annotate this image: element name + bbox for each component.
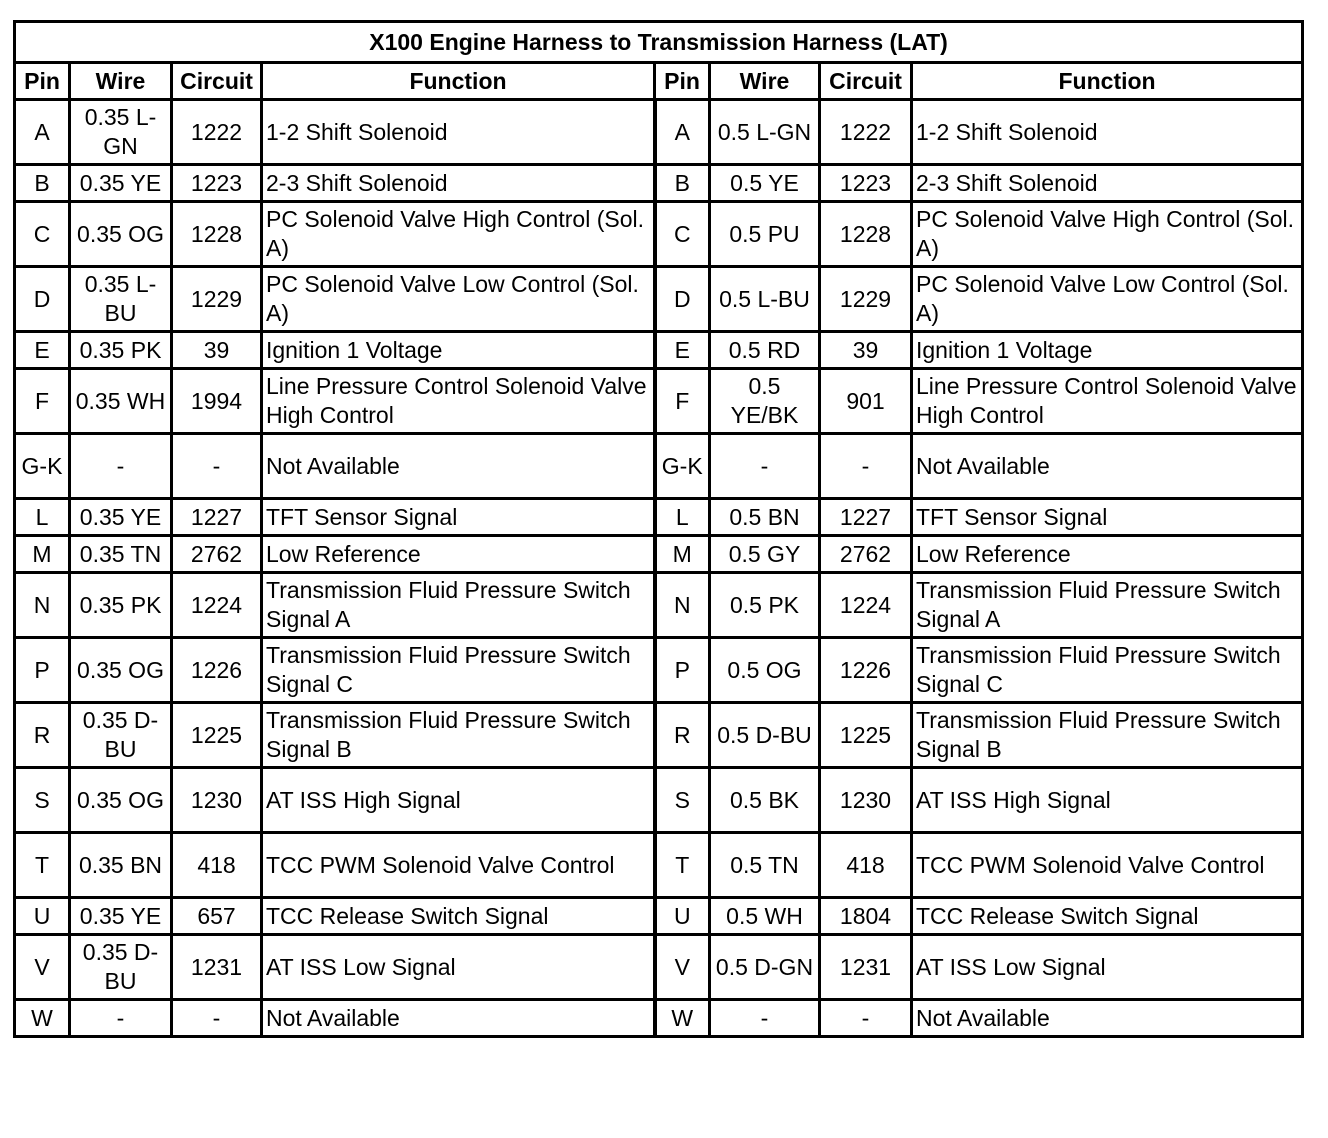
- header-circuit-left: Circuit: [172, 63, 262, 100]
- cell-wire-left: 0.35 OG: [70, 202, 172, 267]
- cell-circuit-left: 1229: [172, 267, 262, 332]
- cell-circuit-left: 1225: [172, 703, 262, 768]
- cell-pin-left: P: [15, 638, 70, 703]
- cell-pin-right: U: [655, 898, 710, 935]
- cell-circuit-left: -: [172, 434, 262, 499]
- cell-wire-left: 0.35 D-BU: [70, 935, 172, 1000]
- cell-pin-left: D: [15, 267, 70, 332]
- cell-function-left: TCC Release Switch Signal: [262, 898, 655, 935]
- cell-wire-right: 0.5 L-BU: [710, 267, 820, 332]
- cell-function-left: Transmission Fluid Pressure Switch Signal C: [262, 638, 655, 703]
- cell-pin-right: F: [655, 369, 710, 434]
- table-row: [15, 768, 1303, 833]
- cell-wire-left: 0.35 PK: [70, 332, 172, 369]
- cell-pin-right: T: [655, 833, 710, 898]
- cell-pin-left: N: [15, 573, 70, 638]
- cell-pin-left: A: [15, 100, 70, 165]
- table-row: [15, 499, 1303, 536]
- cell-function-right: Transmission Fluid Pressure Switch Signal A: [912, 573, 1303, 638]
- cell-pin-right: C: [655, 202, 710, 267]
- cell-circuit-left: 39: [172, 332, 262, 369]
- cell-circuit-left: 418: [172, 833, 262, 898]
- cell-wire-right: 0.5 L-GN: [710, 100, 820, 165]
- cell-wire-right: 0.5 YE/BK: [710, 369, 820, 434]
- cell-wire-left: 0.35 OG: [70, 638, 172, 703]
- cell-pin-left: V: [15, 935, 70, 1000]
- cell-function-left: Ignition 1 Voltage: [262, 332, 655, 369]
- cell-wire-left: 0.35 OG: [70, 768, 172, 833]
- table-row: [15, 202, 1303, 267]
- cell-circuit-left: 1223: [172, 165, 262, 202]
- cell-function-right: PC Solenoid Valve High Control (Sol. A): [912, 202, 1303, 267]
- cell-circuit-right: 1227: [820, 499, 912, 536]
- cell-wire-left: 0.35 YE: [70, 898, 172, 935]
- cell-function-left: Low Reference: [262, 536, 655, 573]
- header-function-left: Function: [262, 63, 655, 100]
- cell-wire-right: 0.5 RD: [710, 332, 820, 369]
- cell-function-right: PC Solenoid Valve Low Control (Sol. A): [912, 267, 1303, 332]
- cell-circuit-right: -: [820, 434, 912, 499]
- cell-wire-left: 0.35 TN: [70, 536, 172, 573]
- cell-function-left: 2-3 Shift Solenoid: [262, 165, 655, 202]
- cell-pin-left: T: [15, 833, 70, 898]
- cell-circuit-right: 2762: [820, 536, 912, 573]
- cell-function-right: 1-2 Shift Solenoid: [912, 100, 1303, 165]
- cell-wire-left: 0.35 YE: [70, 165, 172, 202]
- cell-function-left: AT ISS Low Signal: [262, 935, 655, 1000]
- table-row: [15, 332, 1303, 369]
- table-row: [15, 703, 1303, 768]
- cell-wire-right: 0.5 BK: [710, 768, 820, 833]
- cell-function-right: AT ISS Low Signal: [912, 935, 1303, 1000]
- cell-wire-right: 0.5 BN: [710, 499, 820, 536]
- cell-function-right: TCC Release Switch Signal: [912, 898, 1303, 935]
- header-pin-right: Pin: [655, 63, 710, 100]
- header-wire-left: Wire: [70, 63, 172, 100]
- header-wire-right: Wire: [710, 63, 820, 100]
- cell-pin-right: M: [655, 536, 710, 573]
- table-row: [15, 935, 1303, 1000]
- cell-wire-right: 0.5 GY: [710, 536, 820, 573]
- cell-function-right: 2-3 Shift Solenoid: [912, 165, 1303, 202]
- cell-circuit-left: 1222: [172, 100, 262, 165]
- cell-wire-left: 0.35 D-BU: [70, 703, 172, 768]
- table-row: [15, 536, 1303, 573]
- table-row: [15, 165, 1303, 202]
- cell-circuit-left: 2762: [172, 536, 262, 573]
- cell-function-left: TCC PWM Solenoid Valve Control: [262, 833, 655, 898]
- cell-wire-left: -: [70, 434, 172, 499]
- cell-wire-right: 0.5 TN: [710, 833, 820, 898]
- header-row: [15, 63, 1303, 100]
- cell-circuit-right: 1226: [820, 638, 912, 703]
- cell-pin-right: G-K: [655, 434, 710, 499]
- cell-function-right: Low Reference: [912, 536, 1303, 573]
- table-row: [15, 369, 1303, 434]
- cell-circuit-left: 1226: [172, 638, 262, 703]
- cell-circuit-left: 1228: [172, 202, 262, 267]
- cell-wire-left: 0.35 L-BU: [70, 267, 172, 332]
- cell-function-left: 1-2 Shift Solenoid: [262, 100, 655, 165]
- cell-function-left: TFT Sensor Signal: [262, 499, 655, 536]
- cell-wire-left: 0.35 PK: [70, 573, 172, 638]
- cell-circuit-right: -: [820, 1000, 912, 1037]
- table-row: [15, 434, 1303, 499]
- cell-wire-left: 0.35 WH: [70, 369, 172, 434]
- cell-pin-right: R: [655, 703, 710, 768]
- cell-pin-right: A: [655, 100, 710, 165]
- table-row: [15, 267, 1303, 332]
- cell-function-right: TFT Sensor Signal: [912, 499, 1303, 536]
- cell-pin-right: P: [655, 638, 710, 703]
- cell-function-left: Not Available: [262, 434, 655, 499]
- table-row: [15, 573, 1303, 638]
- cell-pin-right: L: [655, 499, 710, 536]
- cell-pin-right: S: [655, 768, 710, 833]
- cell-pin-left: U: [15, 898, 70, 935]
- cell-wire-right: 0.5 OG: [710, 638, 820, 703]
- cell-function-right: TCC PWM Solenoid Valve Control: [912, 833, 1303, 898]
- cell-function-left: PC Solenoid Valve High Control (Sol. A): [262, 202, 655, 267]
- cell-circuit-right: 1228: [820, 202, 912, 267]
- cell-pin-left: G-K: [15, 434, 70, 499]
- cell-function-left: Transmission Fluid Pressure Switch Signal A: [262, 573, 655, 638]
- table-row: [15, 833, 1303, 898]
- cell-pin-right: D: [655, 267, 710, 332]
- cell-circuit-right: 901: [820, 369, 912, 434]
- cell-function-left: PC Solenoid Valve Low Control (Sol. A): [262, 267, 655, 332]
- table-row: [15, 100, 1303, 165]
- cell-function-right: AT ISS High Signal: [912, 768, 1303, 833]
- cell-pin-left: M: [15, 536, 70, 573]
- cell-pin-left: E: [15, 332, 70, 369]
- cell-pin-right: V: [655, 935, 710, 1000]
- cell-circuit-left: 657: [172, 898, 262, 935]
- cell-pin-right: E: [655, 332, 710, 369]
- cell-circuit-right: 1224: [820, 573, 912, 638]
- cell-wire-right: 0.5 D-BU: [710, 703, 820, 768]
- header-circuit-right: Circuit: [820, 63, 912, 100]
- cell-function-right: Not Available: [912, 434, 1303, 499]
- cell-circuit-right: 1231: [820, 935, 912, 1000]
- cell-function-left: Transmission Fluid Pressure Switch Signal B: [262, 703, 655, 768]
- table-row: [15, 638, 1303, 703]
- header-pin-left: Pin: [15, 63, 70, 100]
- cell-function-left: Not Available: [262, 1000, 655, 1037]
- cell-circuit-right: 1223: [820, 165, 912, 202]
- cell-wire-left: -: [70, 1000, 172, 1037]
- cell-wire-right: 0.5 PK: [710, 573, 820, 638]
- cell-circuit-right: 1804: [820, 898, 912, 935]
- cell-function-right: Not Available: [912, 1000, 1303, 1037]
- cell-pin-right: N: [655, 573, 710, 638]
- cell-pin-left: W: [15, 1000, 70, 1037]
- cell-wire-right: 0.5 WH: [710, 898, 820, 935]
- cell-circuit-right: 1222: [820, 100, 912, 165]
- header-function-right: Function: [912, 63, 1303, 100]
- cell-wire-right: 0.5 YE: [710, 165, 820, 202]
- cell-function-left: AT ISS High Signal: [262, 768, 655, 833]
- cell-wire-left: 0.35 L-GN: [70, 100, 172, 165]
- cell-function-left: Line Pressure Control Solenoid Valve High Control: [262, 369, 655, 434]
- cell-circuit-right: 1229: [820, 267, 912, 332]
- cell-wire-right: 0.5 PU: [710, 202, 820, 267]
- cell-circuit-right: 418: [820, 833, 912, 898]
- cell-pin-right: W: [655, 1000, 710, 1037]
- cell-wire-right: 0.5 D-GN: [710, 935, 820, 1000]
- cell-pin-left: B: [15, 165, 70, 202]
- cell-circuit-left: 1231: [172, 935, 262, 1000]
- cell-wire-left: 0.35 YE: [70, 499, 172, 536]
- cell-circuit-left: 1227: [172, 499, 262, 536]
- cell-circuit-left: 1230: [172, 768, 262, 833]
- cell-function-right: Transmission Fluid Pressure Switch Signal B: [912, 703, 1303, 768]
- cell-function-right: Ignition 1 Voltage: [912, 332, 1303, 369]
- cell-pin-left: L: [15, 499, 70, 536]
- cell-wire-right: -: [710, 1000, 820, 1037]
- cell-pin-right: B: [655, 165, 710, 202]
- cell-circuit-left: 1994: [172, 369, 262, 434]
- cell-circuit-right: 39: [820, 332, 912, 369]
- table-row: [15, 1000, 1303, 1037]
- cell-pin-left: F: [15, 369, 70, 434]
- cell-pin-left: C: [15, 202, 70, 267]
- table-body: [15, 100, 1303, 1037]
- cell-function-right: Transmission Fluid Pressure Switch Signal C: [912, 638, 1303, 703]
- cell-wire-right: -: [710, 434, 820, 499]
- connector-pinout-table: [13, 20, 1304, 1038]
- cell-circuit-right: 1225: [820, 703, 912, 768]
- table-title: X100 Engine Harness to Transmission Harness (LAT): [15, 22, 1303, 63]
- table-row: [15, 898, 1303, 935]
- cell-circuit-right: 1230: [820, 768, 912, 833]
- cell-pin-left: S: [15, 768, 70, 833]
- cell-circuit-left: -: [172, 1000, 262, 1037]
- cell-function-right: Line Pressure Control Solenoid Valve High Control: [912, 369, 1303, 434]
- cell-circuit-left: 1224: [172, 573, 262, 638]
- cell-pin-left: R: [15, 703, 70, 768]
- cell-wire-left: 0.35 BN: [70, 833, 172, 898]
